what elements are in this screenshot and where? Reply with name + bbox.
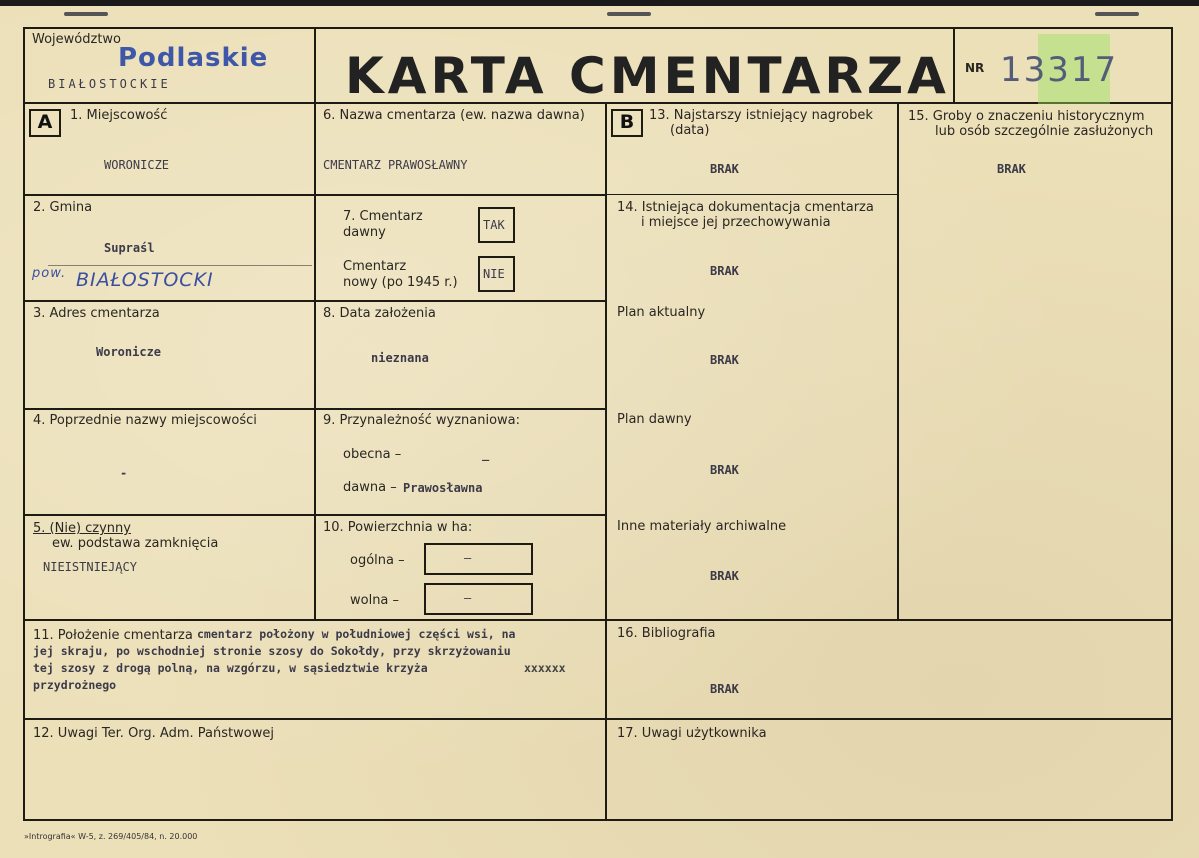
dawny-label2: dawny — [343, 225, 386, 240]
najstarszy-label1: 13. Najstarszy istniejący nagrobek — [649, 108, 873, 123]
poprzednie-label: 4. Poprzednie nazwy miejscowości — [33, 413, 257, 428]
powiat-prefix: pow. — [32, 266, 67, 281]
czynny-value: NIEISTNIEJĄCY — [43, 560, 137, 574]
row-line — [23, 194, 607, 196]
bibliografia-label: 16. Bibliografia — [617, 626, 716, 641]
powierzchnia-label: 10. Powierzchnia w ha: — [323, 520, 473, 535]
polozenie-line2: jej skraju, po wschodniej stronie szosy do Sokołdy, przy skrzyżowaniu — [33, 644, 511, 658]
adres-label: 3. Adres cmentarza — [33, 306, 160, 321]
frame-right — [1171, 27, 1173, 821]
dokumentacja-label2: i miejsce jej przechowywania — [641, 215, 831, 230]
binding-mark — [607, 12, 651, 16]
row-line — [23, 408, 607, 410]
plan-aktualny-label: Plan aktualny — [617, 305, 706, 320]
page-title: KARTA CMENTARZA — [345, 47, 950, 105]
frame-bottom — [23, 819, 1173, 821]
wojewodztwo-label: Województwo — [32, 32, 122, 47]
row-line — [23, 514, 607, 516]
row-line — [23, 300, 607, 302]
plan-aktualny-value: BRAK — [710, 353, 739, 367]
dawny-box — [478, 207, 515, 243]
ogolna-label: ogólna – — [350, 553, 405, 568]
polozenie-label: 11. Położenie cmentarza — [33, 628, 193, 643]
dawna-label: dawna – — [343, 480, 397, 495]
wojewodztwo-typed: BIAŁOSTOCKIE — [48, 77, 171, 91]
najstarszy-value: BRAK — [710, 162, 739, 176]
powiat-value: BIAŁOSTOCKI — [76, 269, 214, 291]
czynny-label2: ew. podstawa zamknięcia — [52, 536, 219, 551]
ogolna-value: — — [464, 551, 472, 565]
nowy-label2: nowy (po 1945 r.) — [343, 275, 458, 290]
frame-top — [23, 27, 1173, 29]
gmina-value: Supraśl — [104, 241, 155, 255]
adres-value: Woronicze — [96, 345, 162, 359]
groby-value: BRAK — [997, 162, 1026, 176]
nowy-value: NIE — [483, 267, 505, 281]
plan-dawny-value: BRAK — [710, 463, 739, 477]
dokumentacja-label1: 14. Istniejąca dokumentacja cmentarza — [617, 200, 874, 215]
ogolna-box — [424, 543, 533, 575]
binding-mark — [1095, 12, 1139, 16]
polozenie-line1: cmentarz położony w południowej części wsi, na — [197, 627, 516, 641]
przynaleznosc-label: 9. Przynależność wyznaniowa: — [323, 413, 521, 428]
polozenie-line3: tej szosy z drogą polną, na wzgórzu, w sąsiedztwie krzyża — [33, 661, 428, 675]
header-sep — [314, 27, 316, 104]
obecna-label: obecna – — [343, 447, 402, 462]
inne-value: BRAK — [710, 569, 739, 583]
nowy-box — [478, 256, 515, 292]
dokumentacja-value: BRAK — [710, 264, 739, 278]
najstarszy-label2: (data) — [670, 123, 710, 138]
obecna-value: _ — [482, 447, 490, 461]
frame-left — [23, 27, 25, 821]
binding-mark — [64, 12, 108, 16]
nazwa-label: 6. Nazwa cmentarza (ew. nazwa dawna) — [323, 108, 585, 123]
print-footer: »Intrografia« W-5, z. 269/405/84, n. 20.000 — [24, 832, 198, 841]
nowy-label1: Cmentarz — [343, 259, 407, 274]
wolna-box — [424, 583, 533, 615]
header-sep — [953, 27, 955, 104]
wolna-label: wolna – — [350, 593, 400, 608]
dawna-value: Prawosławna — [403, 481, 483, 495]
cemetery-card — [0, 6, 1199, 858]
gmina-label: 2. Gmina — [33, 200, 93, 215]
row-line — [23, 718, 1173, 720]
plan-dawny-label: Plan dawny — [617, 412, 692, 427]
polozenie-line4: przydrożnego — [33, 678, 117, 692]
data-zalozenia-value: nieznana — [371, 351, 429, 365]
row-line — [605, 194, 897, 195]
bibliografia-value: BRAK — [710, 682, 739, 696]
groby-label2: lub osób szczególnie zasłużonych — [935, 124, 1154, 139]
nr-label: NR — [965, 61, 985, 75]
inne-label: Inne materiały archiwalne — [617, 519, 787, 534]
miejscowosc-label: 1. Miejscowość — [70, 108, 168, 123]
uwagi-ter-label: 12. Uwagi Ter. Org. Adm. Państwowej — [33, 726, 274, 741]
dawny-label: 7. Cmentarz — [343, 209, 423, 224]
dawny-value: TAK — [483, 218, 505, 232]
data-zalozenia-label: 8. Data założenia — [323, 306, 436, 321]
groby-label1: 15. Groby o znaczeniu historycznym — [908, 109, 1145, 124]
polozenie-struck: xxxxxx — [524, 661, 566, 675]
poprzednie-value: - — [120, 466, 128, 480]
czynny-label: 5. (Nie) czynny — [33, 521, 131, 536]
wolna-value: — — [464, 591, 472, 605]
miejscowosc-value: WORONICZE — [104, 158, 170, 172]
row-line — [23, 619, 1173, 621]
section-a-label: A — [29, 109, 61, 137]
underline — [48, 265, 312, 266]
uwagi-uzytkownika-label: 17. Uwagi użytkownika — [617, 726, 767, 741]
col-line — [605, 102, 607, 821]
wojewodztwo-stamp: Podlaskie — [118, 43, 269, 73]
col-line — [314, 102, 316, 619]
nr-value: 13317 — [1000, 50, 1119, 90]
section-b-label: B — [611, 109, 643, 137]
nazwa-value: CMENTARZ PRAWOSŁAWNY — [323, 158, 468, 172]
col-line — [897, 102, 899, 619]
